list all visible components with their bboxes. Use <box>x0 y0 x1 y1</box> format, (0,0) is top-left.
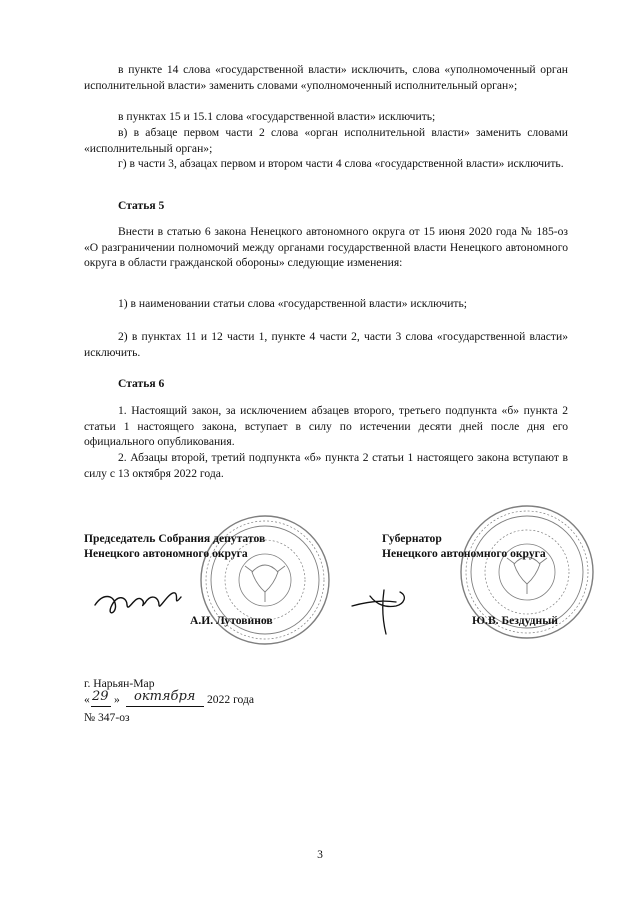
date-open-quote: « <box>84 693 90 706</box>
amendment-paragraph-3: в) в абзаце первом части 2 слова «орган исполнительной власти» заменить словами «исполнительный орган»; <box>84 126 568 155</box>
right-signatory-name: Ю.В. Бездудный <box>472 614 558 627</box>
signing-date <box>84 690 344 710</box>
right-handwritten-signature <box>352 590 404 634</box>
month-underline <box>126 706 204 707</box>
day-underline <box>91 706 111 707</box>
article-5-item-1: 1) в наименовании статьи слова «государственной власти» исключить; <box>118 297 467 310</box>
date-day-handwritten: 29 <box>92 689 109 704</box>
left-signatory-name: А.И. Лутовинов <box>190 614 273 627</box>
date-month-handwritten: октября <box>134 689 196 704</box>
place-of-signing: г. Нарьян-Мар <box>84 677 155 690</box>
amendment-paragraph-4: г) в части 3, абзацах первом и втором части 4 слова «государственной власти» исключить. <box>118 157 564 170</box>
article-5-item-2: 2) в пунктах 11 и 12 части 1, пункте 4 части 2, части 3 слова «государственной власти» исключить. <box>84 330 568 359</box>
article-5-heading: Статья 5 <box>118 199 165 212</box>
date-close-quote: » <box>114 693 120 706</box>
page-number: 3 <box>317 848 323 861</box>
article-6-heading: Статья 6 <box>118 377 165 390</box>
amendment-paragraph-2: в пунктах 15 и 15.1 слова «государственной власти» исключить; <box>118 110 436 123</box>
right-signatory-title-line-1: Губернатор <box>382 532 442 545</box>
article-6-item-2: 2. Абзацы второй, третий подпункта «б» пункта 2 статьи 1 настоящего закона вступают в силу с 13 октября 2022 года. <box>84 451 568 480</box>
article-6-item-1: 1. Настоящий закон, за исключением абзацев второго, третьего подпункта «б» пункта 2 статьи 1 настоящего закона, вступает в силу по истечении десяти дней после дня его официального опубликования. <box>84 404 568 449</box>
left-signatory-title-line-2: Ненецкого автономного округа <box>84 547 248 560</box>
article-5-intro: Внести в статью 6 закона Ненецкого автономного округа от 15 июня 2020 года № 185-оз «О разграничении полномочий между органами государственной власти Ненецкого автономного округа в области гражданской обороны» следующие изменения: <box>84 225 568 270</box>
right-signatory-title-line-2: Ненецкого автономного округа <box>382 547 546 560</box>
left-signatory-title-line-1: Председатель Собрания депутатов <box>84 532 266 545</box>
date-year: 2022 года <box>207 693 255 706</box>
amendment-paragraph-1: в пункте 14 слова «государственной власти» исключить, слова «уполномоченный орган исполнительной власти» заменить словами «уполномоченный исполнительный орган»; <box>84 63 568 92</box>
left-handwritten-signature <box>95 593 181 613</box>
law-number: № 347-оз <box>84 711 130 724</box>
